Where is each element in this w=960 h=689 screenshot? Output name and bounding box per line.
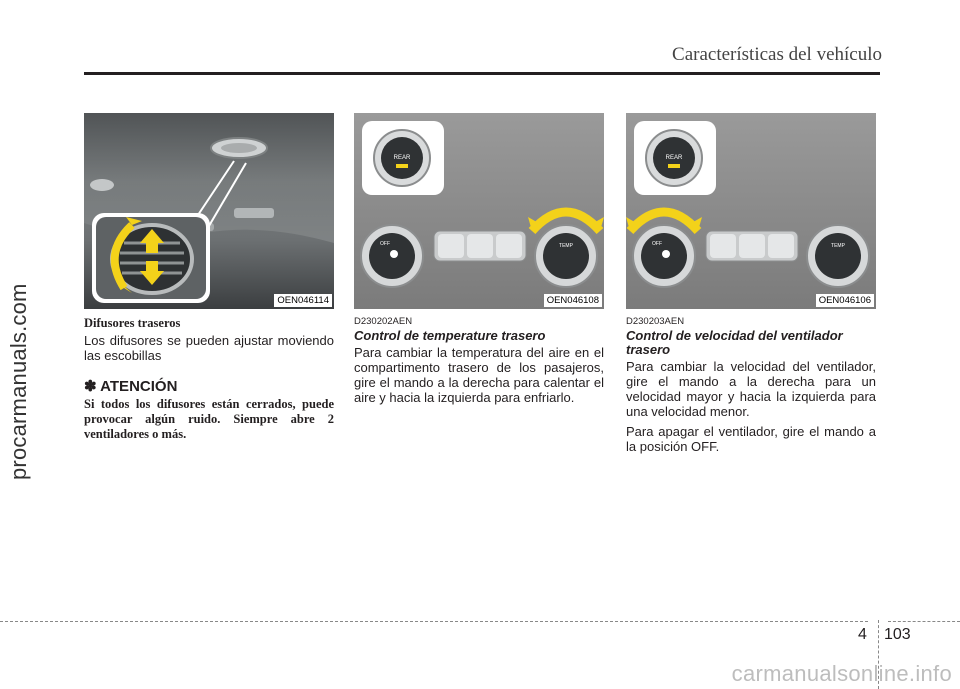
- rear-vents-section: [84, 316, 334, 442]
- section-heading: Difusores traseros: [84, 316, 181, 330]
- rear-fan-speed-control-figure: [626, 113, 876, 309]
- section-code: D230202AEN: [354, 316, 413, 327]
- section-heading: Control de velocidad del ventilador trasero: [626, 328, 843, 357]
- temperature-knob-illustration: [354, 113, 604, 309]
- temp-label: TEMP: [831, 243, 845, 249]
- off-label: OFF: [652, 241, 662, 247]
- section-heading: Control de temperature trasero: [354, 328, 546, 343]
- section-body: Para cambiar la temperatura del aire en el compartimento trasero de los pasajeros, gire el mando a la derecha para calentar el aire y hacia la izquierda para enfriarlo.: [354, 345, 604, 405]
- figure-code: OEN046106: [816, 294, 874, 307]
- fan-speed-knob-illustration: [626, 113, 876, 309]
- footer-rule-right: [888, 621, 960, 622]
- section-body-2: Para apagar el ventilador, gire el mando a la posición OFF.: [626, 424, 876, 454]
- chapter-number: 4: [858, 626, 867, 643]
- off-label: OFF: [380, 241, 390, 247]
- side-watermark: procarmanuals.com: [6, 283, 31, 480]
- footer-rule: [0, 621, 868, 622]
- page-number: 103: [884, 626, 911, 643]
- section-body: Para cambiar la velocidad del ventilador, gire el mando a la derecha para un velocidad mayor y hacia la izquierda para una velocidad menor.: [626, 359, 876, 419]
- rear-temperature-section: [354, 316, 604, 405]
- section-title: Características del vehículo: [672, 44, 882, 65]
- rear-knob-label: REAR: [393, 155, 411, 161]
- figure-code: OEN046108: [544, 294, 602, 307]
- rear-vent-figure: [84, 113, 334, 309]
- rear-fan-speed-section: [626, 316, 876, 454]
- rear-vent-illustration: [84, 113, 334, 309]
- attention-title: ✽ ATENCIÓN: [84, 378, 178, 395]
- rear-knob-label: REAR: [665, 155, 683, 161]
- header-rule: [84, 72, 880, 75]
- rear-temperature-control-figure: [354, 113, 604, 309]
- section-code: D230203AEN: [626, 316, 685, 327]
- bottom-watermark: carmanualsonline.info: [731, 661, 952, 686]
- section-body: Los difusores se pueden ajustar moviendo las escobillas: [84, 333, 334, 363]
- figure-code: OEN046114: [274, 294, 332, 307]
- temp-label: TEMP: [559, 243, 573, 249]
- attention-text: Si todos los difusores están cerrados, puede provocar algún ruido. Siempre abre 2 ventiladores o más.: [84, 397, 334, 441]
